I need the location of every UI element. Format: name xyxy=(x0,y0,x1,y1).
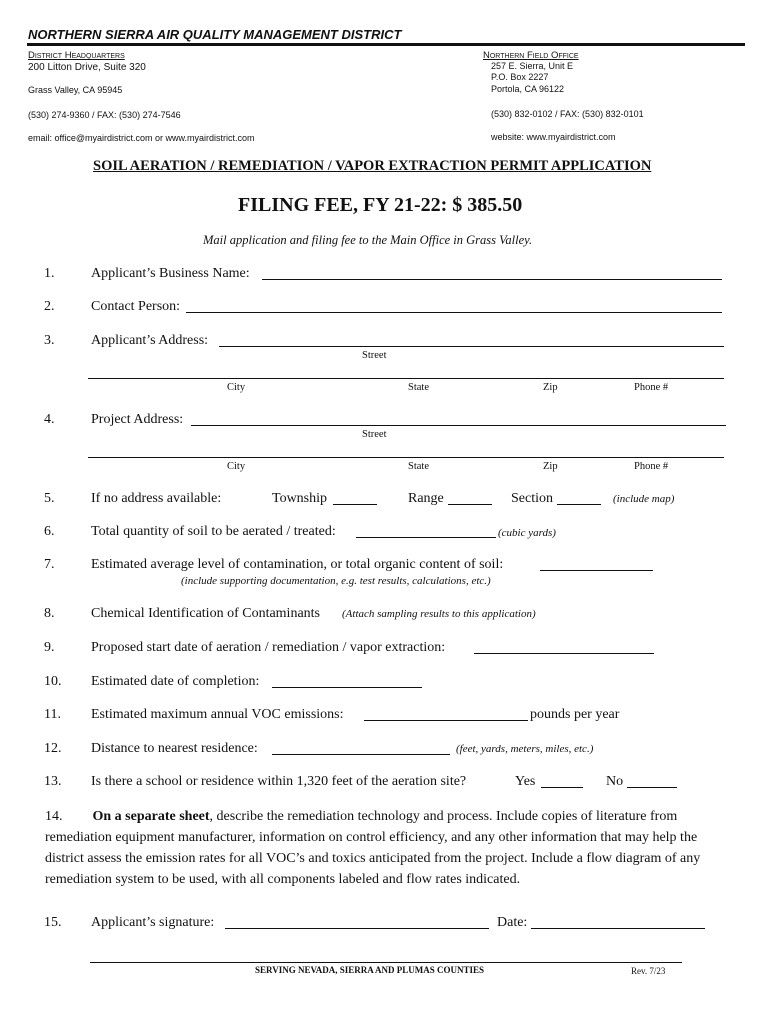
filing-fee: FILING FEE, FY 21-22: $ 385.50 xyxy=(238,194,523,216)
applicant-street-field[interactable] xyxy=(219,346,724,347)
hq-phone: (530) 274-9360 / FAX: (530) 274-7546 xyxy=(28,110,181,120)
yes-label: Yes xyxy=(515,774,536,789)
include-map-note: (include map) xyxy=(613,493,675,505)
item-number: 14. xyxy=(45,809,63,824)
zip-caption: Zip xyxy=(543,382,558,393)
no-field[interactable] xyxy=(627,787,677,788)
item-number: 13. xyxy=(44,774,62,789)
item-number: 6. xyxy=(44,524,55,539)
hq-address-line1: 200 Litton Drive, Suite 320 xyxy=(28,62,146,73)
attach-sampling-note: (Attach sampling results to this application) xyxy=(342,608,536,620)
field-office-phone: (530) 832-0102 / FAX: (530) 832-0101 xyxy=(491,109,644,119)
no-label: No xyxy=(606,774,624,789)
contact-person-field[interactable] xyxy=(186,312,722,313)
business-name-label: Applicant’s Business Name: xyxy=(91,266,250,281)
soil-quantity-label: Total quantity of soil to be aerated / treated: xyxy=(91,524,336,539)
street-caption: Street xyxy=(362,429,387,440)
zip-caption: Zip xyxy=(543,461,558,472)
section-field[interactable] xyxy=(557,504,601,505)
voc-emissions-label: Estimated maximum annual VOC emissions: xyxy=(91,707,344,722)
phone-caption: Phone # xyxy=(634,382,669,393)
state-caption: State xyxy=(408,461,429,472)
completion-date-label: Estimated date of completion: xyxy=(91,674,260,689)
hq-title: District Headquarters xyxy=(28,50,125,61)
yes-field[interactable] xyxy=(541,787,583,788)
section-label: Section xyxy=(511,491,553,506)
contamination-level-field[interactable] xyxy=(540,570,653,571)
footer-rule xyxy=(90,962,682,963)
street-caption: Street xyxy=(362,350,387,361)
revision-date: Rev. 7/23 xyxy=(631,966,666,976)
item-number: 9. xyxy=(44,640,55,655)
distance-residence-field[interactable] xyxy=(272,754,450,755)
field-office-address-line2: P.O. Box 2227 xyxy=(491,72,549,82)
school-nearby-label: Is there a school or residence within 1,320 feet of the aeration site? xyxy=(91,774,467,789)
project-city-state-zip-phone-field[interactable] xyxy=(88,457,724,458)
soil-quantity-field[interactable] xyxy=(356,537,496,538)
phone-caption: Phone # xyxy=(634,461,669,472)
city-caption: City xyxy=(227,382,246,393)
item-number: 1. xyxy=(44,266,55,281)
state-caption: State xyxy=(408,382,429,393)
date-field[interactable] xyxy=(531,928,705,929)
item-number: 5. xyxy=(44,491,55,506)
item-number: 7. xyxy=(44,557,55,572)
supporting-docs-note: (include supporting documentation, e.g. test results, calculations, etc.) xyxy=(181,575,491,587)
header-rule xyxy=(27,43,745,46)
separate-sheet-instructions xyxy=(45,806,735,890)
distance-units-note: (feet, yards, meters, miles, etc.) xyxy=(456,743,594,755)
item-number: 2. xyxy=(44,299,55,314)
separate-sheet-text: , describe the remediation technology and process. Include copies of literature from remediation equipment manufacturer, information on control efficiency, and any other information that may help the district assess the emission rates for all VOC’s and toxics anticipated from the project. Include a flow diagram of any remediation system to be used, with all components labeled and flow rates indicated. xyxy=(45,809,701,887)
item-number: 4. xyxy=(44,412,55,427)
item-number: 8. xyxy=(44,606,55,621)
hq-address-line2: Grass Valley, CA 95945 xyxy=(28,85,123,95)
signature-label: Applicant’s signature: xyxy=(91,915,215,930)
item-number: 15. xyxy=(44,915,62,930)
no-address-label: If no address available: xyxy=(91,491,222,506)
range-field[interactable] xyxy=(448,504,492,505)
hq-email[interactable]: email: office@myairdistrict.com or www.myairdistrict.com xyxy=(28,133,255,143)
date-label: Date: xyxy=(497,915,528,930)
start-date-label: Proposed start date of aeration / remediation / vapor extraction: xyxy=(91,640,446,655)
project-street-field[interactable] xyxy=(191,425,726,426)
mail-instructions: Mail application and filing fee to the Main Office in Grass Valley. xyxy=(203,233,533,247)
item-number: 10. xyxy=(44,674,62,689)
item-number: 12. xyxy=(44,741,62,756)
field-office-address-line1: 257 E. Sierra, Unit E xyxy=(491,61,574,71)
item-number: 3. xyxy=(44,333,55,348)
field-office-title: Northern Field Office xyxy=(483,50,579,61)
completion-date-field[interactable] xyxy=(272,687,422,688)
township-field[interactable] xyxy=(333,504,377,505)
signature-field[interactable] xyxy=(225,928,489,929)
voc-emissions-field[interactable] xyxy=(364,720,528,721)
form-title: SOIL AERATION / REMEDIATION / VAPOR EXTRACTION PERMIT APPLICATION xyxy=(93,158,652,174)
city-caption: City xyxy=(227,461,246,472)
business-name-field[interactable] xyxy=(262,279,722,280)
cubic-yards-note: (cubic yards) xyxy=(498,527,556,539)
org-name: NORTHERN SIERRA AIR QUALITY MANAGEMENT DISTRICT xyxy=(28,27,402,42)
township-label: Township xyxy=(272,491,328,506)
field-office-website[interactable]: website: www.myairdistrict.com xyxy=(491,132,616,142)
applicant-city-state-zip-phone-field[interactable] xyxy=(88,378,724,379)
project-address-label: Project Address: xyxy=(91,412,184,427)
range-label: Range xyxy=(408,491,444,506)
field-office-address-line3: Portola, CA 96122 xyxy=(491,84,565,94)
chemical-id-label: Chemical Identification of Contaminants xyxy=(91,606,320,621)
footer-text: SERVING NEVADA, SIERRA AND PLUMAS COUNTIES xyxy=(255,965,485,975)
distance-residence-label: Distance to nearest residence: xyxy=(91,741,258,756)
applicant-address-label: Applicant’s Address: xyxy=(91,333,209,348)
separate-sheet-emphasis: On a separate sheet xyxy=(92,809,210,824)
item-number: 11. xyxy=(44,707,61,722)
contamination-level-label: Estimated average level of contamination, or total organic content of soil: xyxy=(91,557,504,572)
pounds-per-year-unit: pounds per year xyxy=(530,707,620,722)
start-date-field[interactable] xyxy=(474,653,654,654)
contact-person-label: Contact Person: xyxy=(91,299,181,314)
